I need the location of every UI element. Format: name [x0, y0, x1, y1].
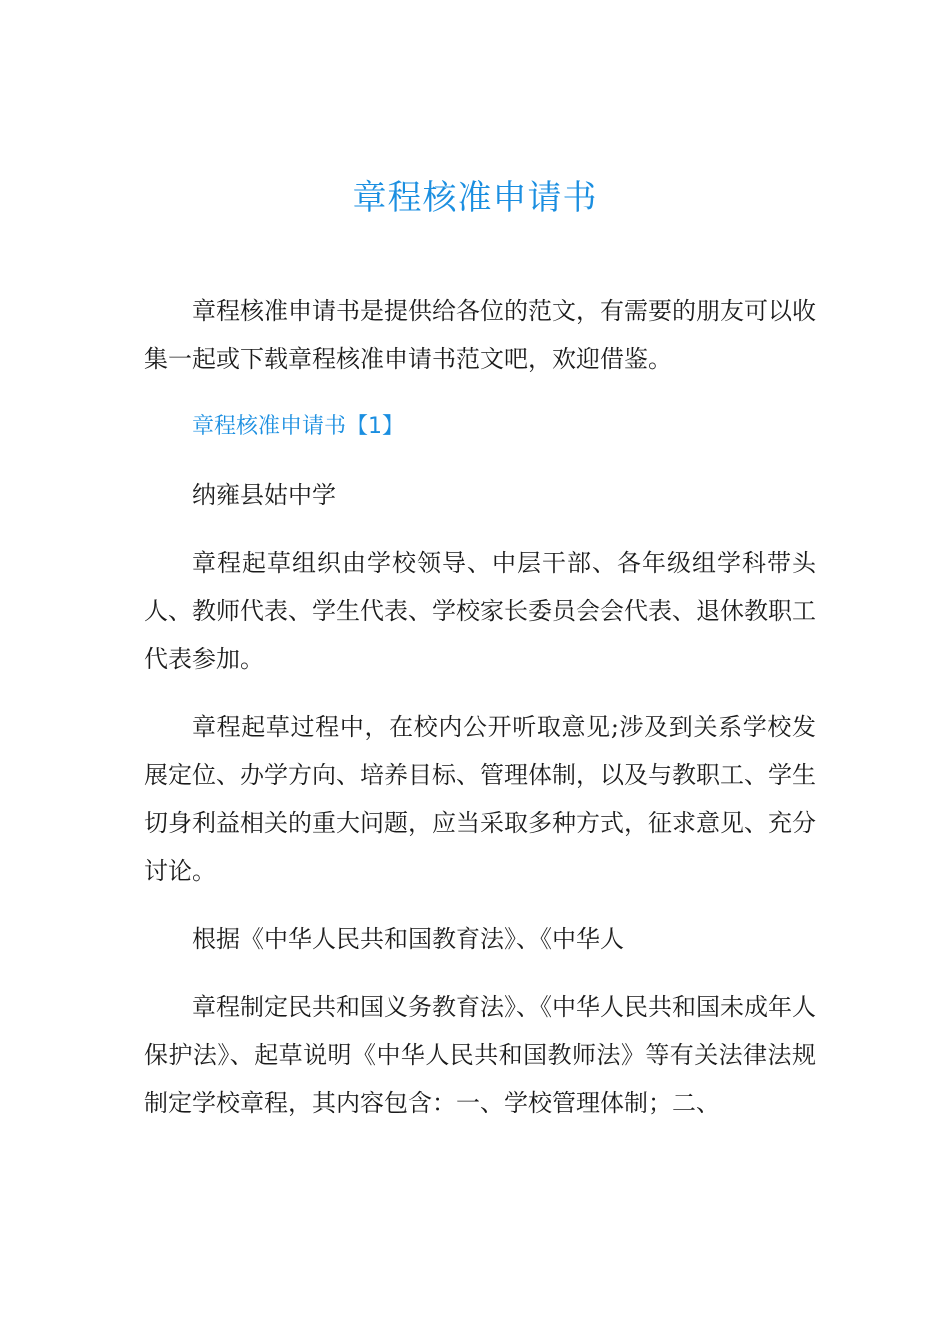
body-paragraph-1: 章程起草组织由学校领导、中层干部、各年级组学科带头人、教师代表、学生代表、学校家长委员会会代表、退休教职工代表参加。: [144, 549, 816, 673]
document-body: [144, 287, 816, 1127]
body-paragraph-4: 章程制定民共和国义务教育法》、《中华人民共和国未成年人保护法》、起草说明《中华人民共和国教师法》等有关法律法规制定学校章程，其内容包含：一、学校管理体制；二、: [144, 993, 816, 1117]
body-paragraph-2: 章程起草过程中，在校内公开听取意见;涉及到关系学校发展定位、办学方向、培养目标、管理体制，以及与教职工、学生切身利益相关的重大问题，应当采取多种方式，征求意见、充分讨论。: [144, 713, 816, 885]
document-title: 章程核准申请书: [352, 178, 598, 218]
body-paragraph-3: 根据《中华人民共和国教育法》、《中华人: [192, 925, 624, 953]
school-name: 纳雍县姑中学: [192, 481, 336, 509]
section-heading: 章程核准申请书【1】: [192, 414, 404, 439]
intro-paragraph: 章程核准申请书是提供给各位的范文，有需要的朋友可以收集一起或下载章程核准申请书范文吧，欢迎借鉴。: [144, 297, 816, 373]
